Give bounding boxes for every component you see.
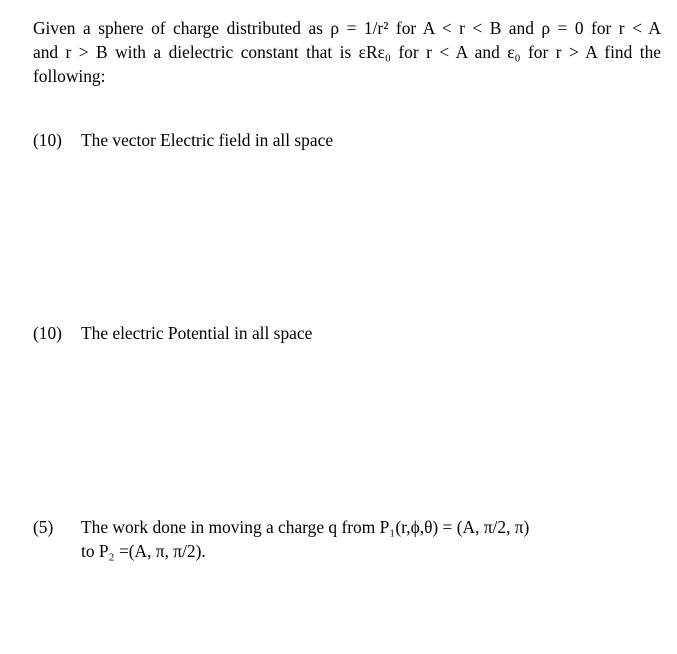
problem-statement-line-2: and r > B with a dielectric constant that is εRε₀ for r < A and ε₀ for r > A find the: [33, 42, 661, 62]
problem-statement-line-3: following:: [33, 66, 106, 86]
question-text: The work done in moving a charge q from P₁(r,ϕ,θ) = (A, π/2, π): [81, 517, 530, 537]
question-points: (10): [33, 323, 62, 343]
question-points: (10): [33, 130, 62, 150]
question-text: The electric Potential in all space: [81, 323, 313, 343]
question-text: The vector Electric field in all space: [81, 130, 334, 150]
question-text-block: [81, 515, 529, 563]
question-text-continued: to P₂ =(A, π, π/2).: [81, 541, 206, 561]
problem-statement-line-1: Given a sphere of charge distributed as ρ = 1/r² for A < r < B and ρ = 0 for r < A: [33, 18, 661, 38]
problem-statement: [33, 16, 661, 88]
question-points: (5): [33, 517, 54, 537]
